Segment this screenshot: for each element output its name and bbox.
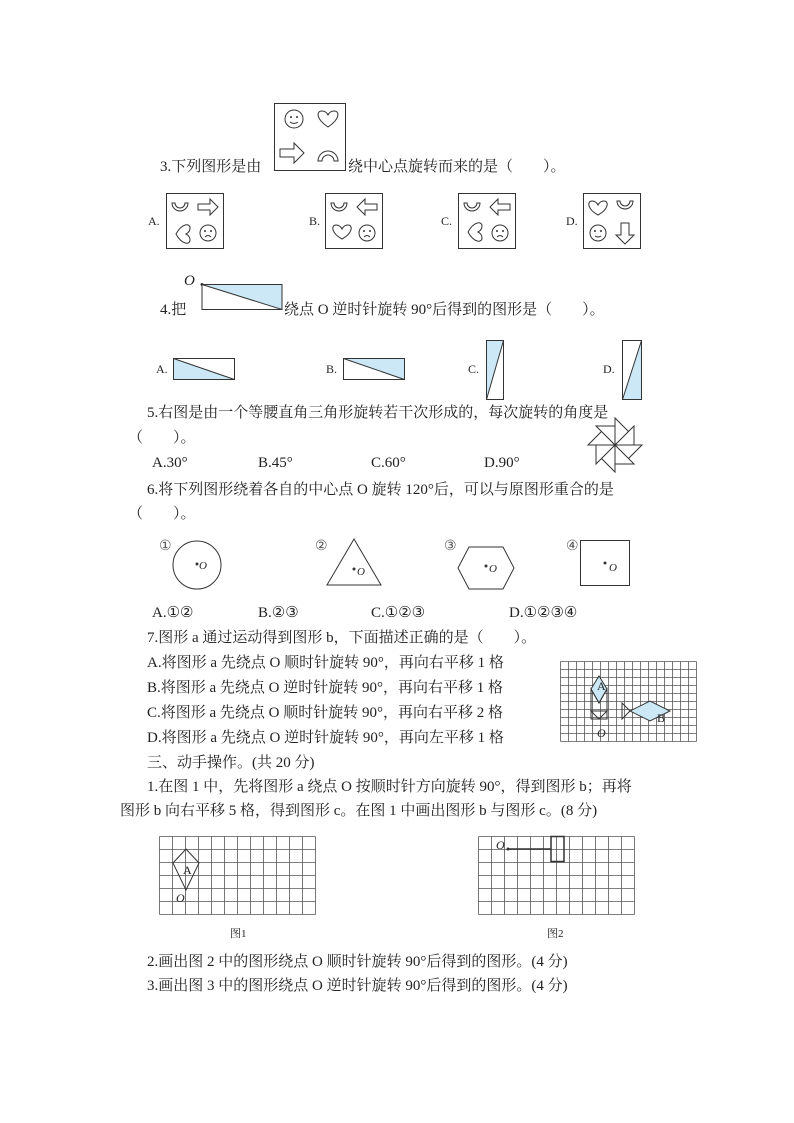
section3-q2: 2.画出图 2 中的图形绕点 O 顺时针旋转 90°后得到的图形。(4 分)	[147, 954, 568, 970]
q5-line2: （ ）。	[128, 430, 196, 446]
q6-shape-number-2: ②	[315, 539, 328, 554]
q4-option-b-label[interactable]: B.	[326, 362, 338, 376]
q7-label-o: O	[597, 726, 606, 740]
q6-shape-number-3: ③	[444, 539, 457, 554]
q5-line1: 5.右图是由一个等腰直角三角形旋转若干次形成的，每次旋转的角度是	[147, 405, 609, 421]
q6-o-label-1: O	[199, 560, 207, 572]
q4-prefix: 4.把	[160, 302, 187, 318]
section3-title: 三、动手操作。(共 20 分)	[147, 755, 315, 771]
q3-option-d-figure[interactable]	[583, 193, 641, 249]
q6-o-label-4: O	[609, 562, 617, 574]
q4-option-a-label[interactable]: A.	[156, 362, 168, 376]
q6-o-label-2: O	[357, 566, 365, 578]
q7-title: 7.图形 a 通过运动得到图形 b，下面描述正确的是（ ）。	[147, 630, 537, 646]
q6-choice-c[interactable]: C.①②③	[371, 605, 426, 621]
q3-reference-figure	[274, 103, 346, 171]
q7-label-b: B	[657, 711, 666, 725]
figure-1-grid	[159, 836, 317, 921]
figure-1-label-a: A	[183, 863, 192, 877]
section3-q1-line2: 图形 b 向右平移 5 格，得到图形 c。在图 1 中画出图形 b 与图形 c。(8 分)	[120, 803, 598, 819]
q4-option-b-figure[interactable]	[343, 358, 405, 380]
q6-o-label-3: O	[489, 563, 497, 575]
q3-option-c-label[interactable]: C.	[441, 214, 453, 228]
q3-option-a-label[interactable]: A.	[148, 214, 160, 228]
q6-line1: 6.将下列图形绕着各自的中心点 O 旋转 120°后，可以与原图形重合的是	[147, 482, 614, 498]
q5-choice-a[interactable]: A.30°	[152, 455, 188, 471]
q4-option-a-figure[interactable]	[173, 358, 235, 380]
q4-option-c-label[interactable]: C.	[468, 362, 480, 376]
q6-hexagon-figure	[457, 546, 515, 590]
q7-option-d[interactable]: D.将图形 a 先绕点 O 逆时针旋转 90°，再向左平移 1 格	[147, 730, 504, 746]
q3-option-a-figure[interactable]	[166, 193, 224, 249]
q4-option-c-figure[interactable]	[486, 340, 504, 400]
figure-2-label-o: O	[496, 838, 505, 852]
q4-option-d-figure[interactable]	[622, 340, 642, 400]
q7-option-c[interactable]: C.将图形 a 先绕点 O 顺时针旋转 90°，再向右平移 2 格	[147, 705, 503, 721]
q4-o-label: O	[184, 273, 195, 289]
q4-option-d-label[interactable]: D.	[603, 362, 615, 376]
q5-choice-c[interactable]: C.60°	[371, 455, 406, 471]
q7-option-b[interactable]: B.将图形 a 先绕点 O 逆时针旋转 90°，再向右平移 1 格	[147, 680, 503, 696]
q7-grid-figure	[560, 661, 700, 741]
figure-2-caption: 图2	[547, 928, 564, 940]
q6-triangle-figure	[326, 538, 382, 586]
q6-choice-d[interactable]: D.①②③④	[509, 605, 578, 621]
figure-1-label-o: O	[176, 891, 185, 905]
q4-suffix: 绕点 O 逆时针旋转 90°后得到的图形是（ ）。	[284, 302, 605, 318]
q6-circle-figure	[172, 540, 222, 590]
q3-suffix: 绕中心点旋转而来的是（ ）。	[348, 159, 566, 175]
section3-q1-line1: 1.在图 1 中，先将图形 a 绕点 O 按顺时针方向旋转 90°，得到图形 b；再将	[147, 779, 632, 795]
q3-option-b-label[interactable]: B.	[309, 214, 321, 228]
q5-choice-b[interactable]: B.45°	[258, 455, 293, 471]
q3-option-d-label[interactable]: D.	[566, 214, 578, 228]
q6-choice-a[interactable]: A.①②	[152, 605, 194, 621]
q3-prefix: 3.下列图形是由	[160, 159, 262, 175]
q5-choice-d[interactable]: D.90°	[484, 455, 520, 471]
q7-option-a[interactable]: A.将图形 a 先绕点 O 顺时针旋转 90°，再向右平移 1 格	[147, 655, 504, 671]
figure-1-caption: 图1	[230, 928, 247, 940]
q3-option-b-figure[interactable]	[325, 193, 383, 249]
q6-shape-number-1: ①	[159, 539, 172, 554]
q6-line2: （ ）。	[128, 506, 196, 522]
q7-label-a: A	[597, 679, 606, 693]
q6-square-figure	[580, 540, 630, 586]
q4-reference-figure	[200, 283, 284, 313]
q6-choice-b[interactable]: B.②③	[258, 605, 299, 621]
q5-pinwheel-figure	[586, 416, 644, 474]
q6-shape-number-4: ④	[566, 539, 579, 554]
section3-q3: 3.画出图 3 中的图形绕点 O 逆时针旋转 90°后得到的图形。(4 分)	[147, 978, 568, 994]
q3-option-c-figure[interactable]	[458, 193, 516, 249]
